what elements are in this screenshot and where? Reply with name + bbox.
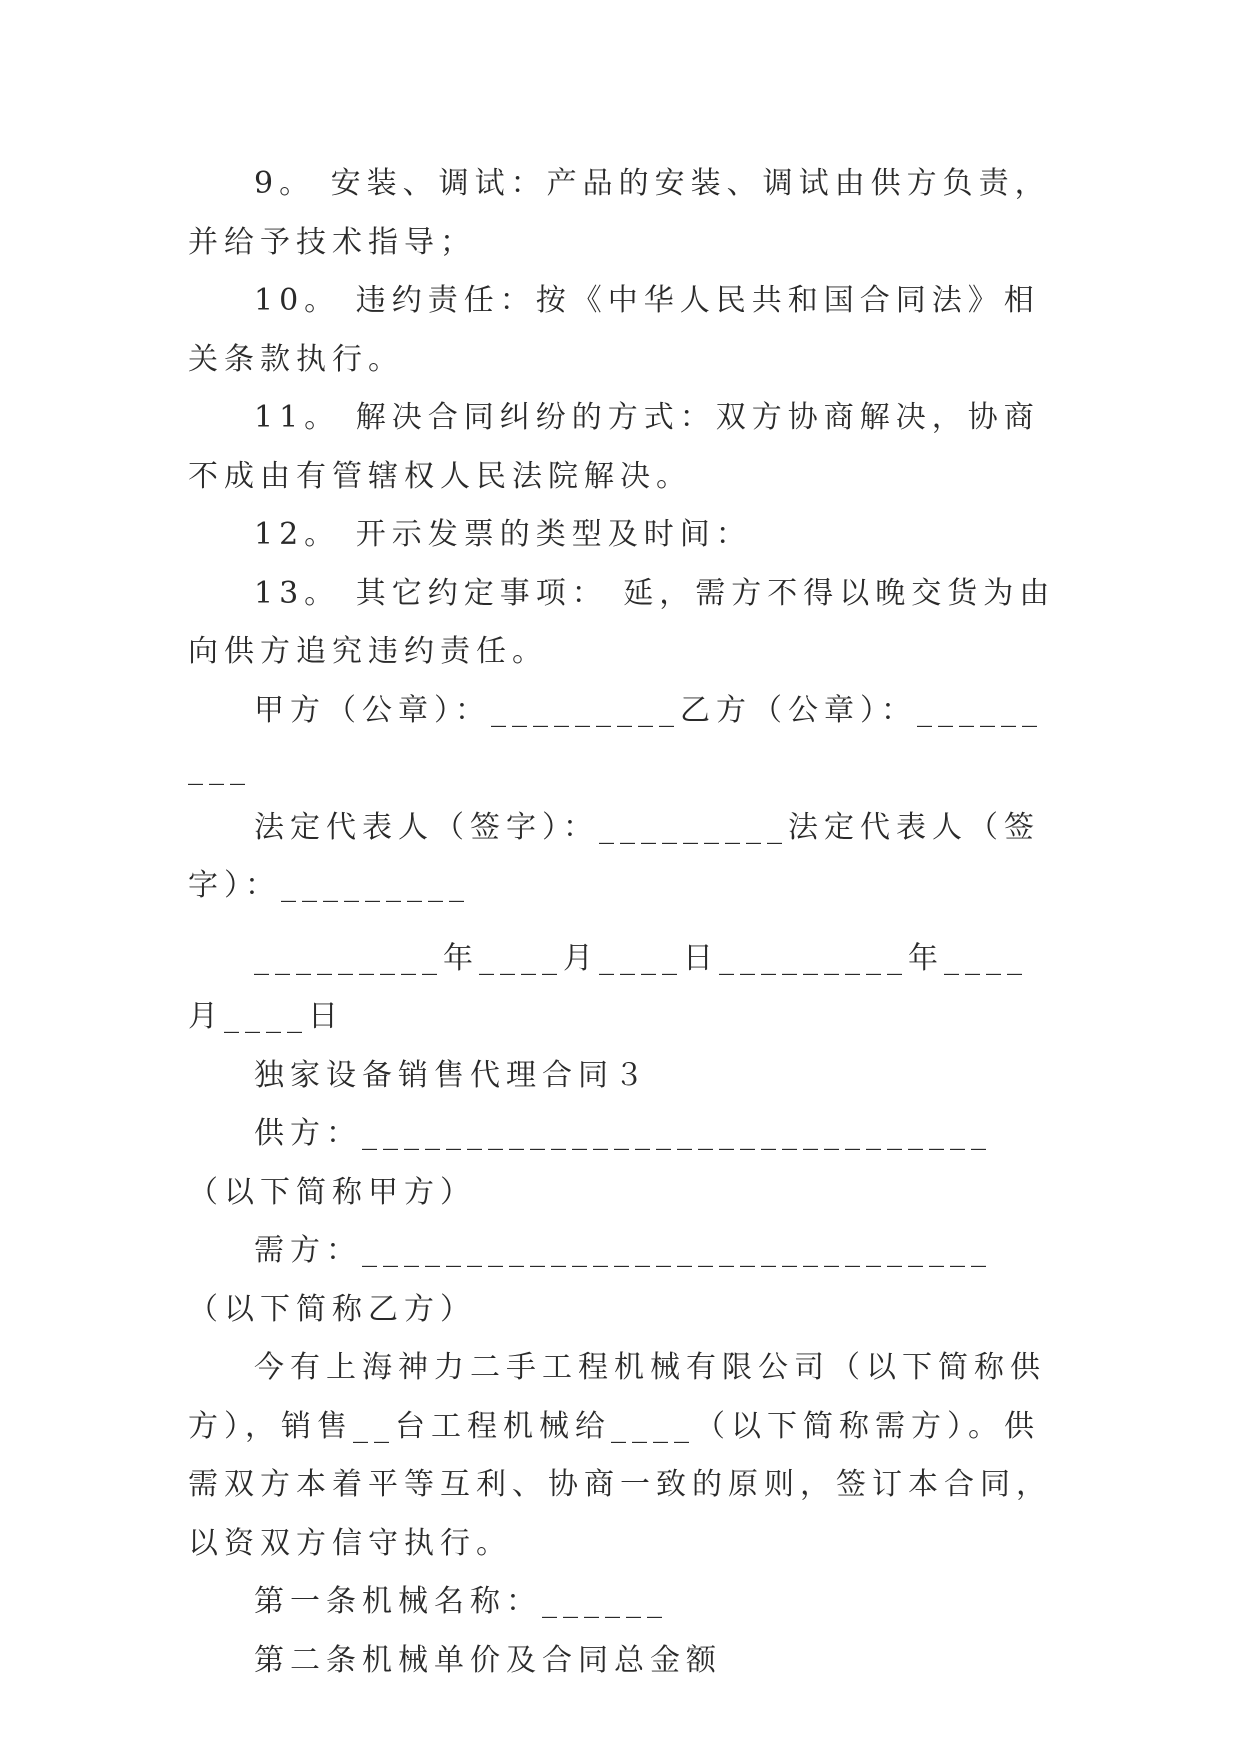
spacer [188,916,1058,930]
party-seal-line: 甲方（公章）：_________乙方（公章）：_________ [188,692,1043,786]
supplier-line: 供方：______________________________（以下简称甲方） [188,1116,992,1210]
document-body [188,155,1058,1690]
clause-10: 10。 违约责任：按《中华人民共和国合同法》相关条款执行。 [188,283,1040,377]
contract-title: 独家设备销售代理合同３ [254,1057,650,1093]
clause-12: 12。 开示发票的类型及时间： [254,517,752,552]
intro-paragraph: 今有上海神力二手工程机械有限公司（以下简称供方），销售__台工程机械给____（以下简称需方）。供需双方本着平等互利、协商一致的原则，签订本合同，以资双方信守执行。 [188,1350,1052,1561]
buyer-line: 需方：______________________________（以下简称乙方） [188,1233,992,1327]
article-1: 第一条机械名称：______ [254,1584,668,1619]
article-2: 第二条机械单价及合同总金额 [254,1642,722,1678]
clause-13: 13。 其它约定事项： 延，需方不得以晚交货为由向供方追究违约责任。 [188,575,1056,669]
clause-9: 9。 安装、调试：产品的安装、调试由供方负责，并给予技术指导； [188,166,1051,260]
clause-11: 11。 解决合同纠纷的方式：双方协商解决，协商不成由有管辖权人民法院解决。 [188,400,1040,494]
date-line: _________年____月____日_________年____月____日 [188,940,1028,1034]
legal-representative-line: 法定代表人（签字）：_________法定代表人（签字）：_________ [188,809,1040,903]
